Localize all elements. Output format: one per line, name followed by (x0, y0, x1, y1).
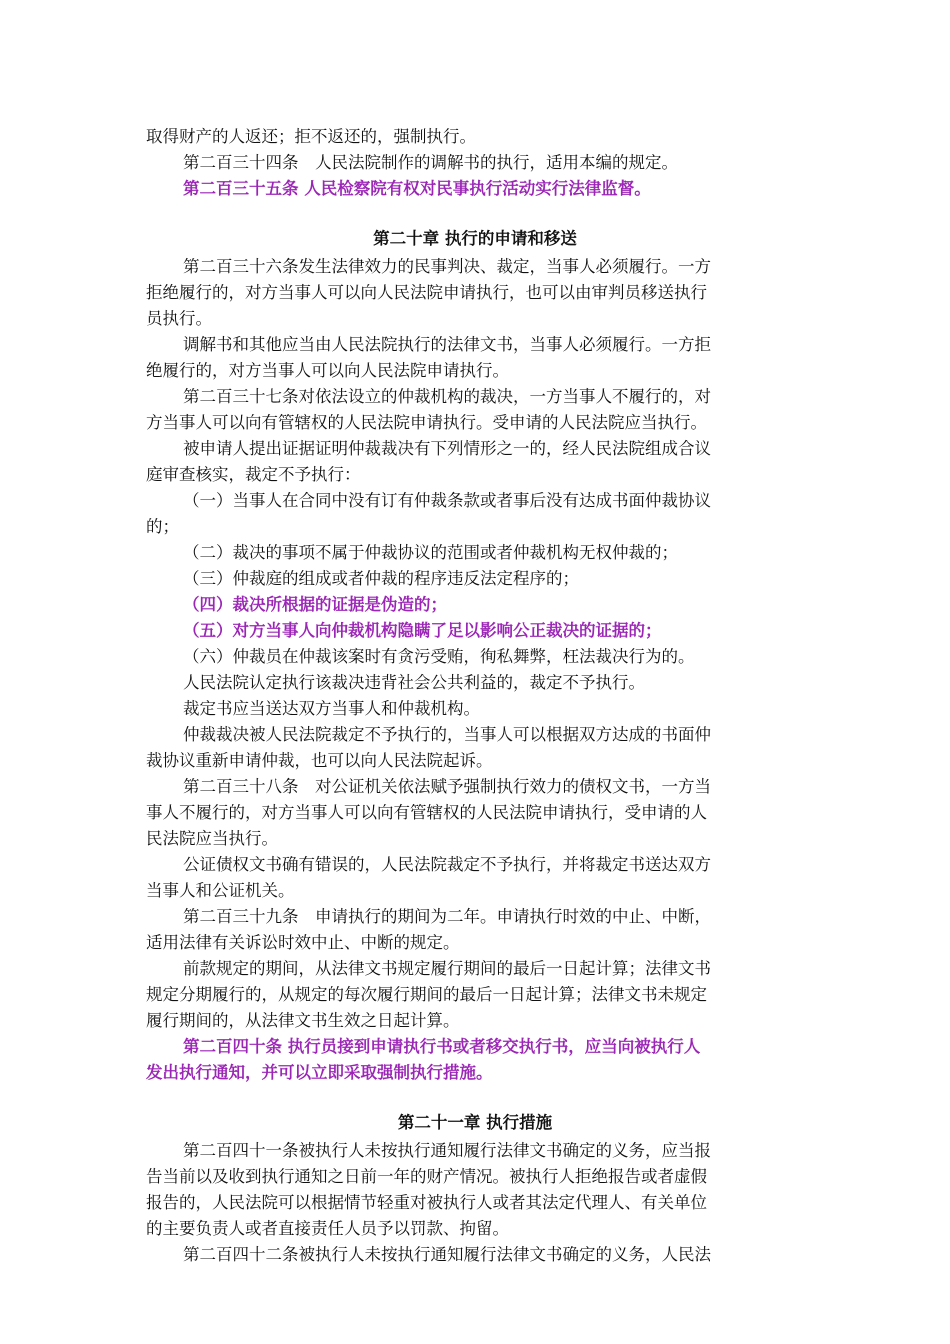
article-241-line-1: 第二百四十一条被执行人未按执行通知履行法律文书确定的义务，应当报 (183, 1141, 711, 1160)
article-240-highlighted-line-2: 发出执行通知，并可以立即采取强制执行措施。 (146, 1063, 493, 1082)
article-236-line-1: 第二百三十六条发生法律效力的民事判决、裁定，当事人必须履行。一方 (183, 257, 711, 276)
article-235-highlighted: 第二百三十五条 人民检察院有权对民事执行活动实行法律监督。 (183, 179, 651, 198)
item-5-highlighted: （五）对方当事人向仲裁机构隐瞒了足以影响公正裁决的证据的； (183, 621, 662, 640)
public-interest-paragraph: 人民法院认定执行该裁决违背社会公共利益的，裁定不予执行。 (183, 673, 645, 692)
article-241-line-3: 报告的，人民法院可以根据情节轻重对被执行人或者其法定代理人、有关单位 (146, 1193, 707, 1212)
article-237-line-1: 第二百三十七条对依法设立的仲裁机构的裁决，一方当事人不履行的，对 (183, 387, 711, 406)
item-1-line-2: 的； (146, 517, 179, 536)
paragraph-continuation: 取得财产的人返还；拒不返还的，强制执行。 (146, 127, 476, 146)
delivery-paragraph: 裁定书应当送达双方当事人和仲裁机构。 (183, 699, 480, 718)
article-239b-line-3: 履行期间的，从法律文书生效之日起计算。 (146, 1011, 460, 1030)
chapter-20-title: 第二十章 执行的申请和移送 (373, 229, 577, 248)
article-236b-line-1: 调解书和其他应当由人民法院执行的法律文书，当事人必须履行。一方拒 (183, 335, 711, 354)
chapter-21-title: 第二十一章 执行措施 (397, 1113, 553, 1132)
rearbitration-line-1: 仲裁裁决被人民法院裁定不予执行的，当事人可以根据双方达成的书面仲 (183, 725, 711, 744)
article-236-line-3: 员执行。 (146, 309, 212, 328)
article-239-line-2: 适用法律有关诉讼时效中止、中断的规定。 (146, 933, 460, 952)
article-237-line-2: 方当事人可以向有管辖权的人民法院申请执行。受申请的人民法院应当执行。 (146, 413, 707, 432)
item-6: （六）仲裁员在仲裁该案时有贪污受贿，徇私舞弊，枉法裁决行为的。 (183, 647, 695, 666)
article-238-line-3: 民法院应当执行。 (146, 829, 278, 848)
article-237b-line-2: 庭审查核实，裁定不予执行： (146, 465, 361, 484)
item-3: （三）仲裁庭的组成或者仲裁的程序违反法定程序的； (183, 569, 579, 588)
article-238-line-2: 事人不履行的，对方当事人可以向有管辖权的人民法院申请执行，受申请的人 (146, 803, 707, 822)
article-236-line-2: 拒绝履行的，对方当事人可以向人民法院申请执行，也可以由审判员移送执行 (146, 283, 707, 302)
article-240-highlighted-line-1: 第二百四十条 执行员接到申请执行书或者移交执行书，应当向被执行人 (183, 1037, 701, 1056)
article-239-line-1: 第二百三十九条 申请执行的期间为二年。申请执行时效的中止、中断， (183, 907, 711, 926)
article-239b-line-2: 规定分期履行的，从规定的每次履行期间的最后一日起计算；法律文书未规定 (146, 985, 707, 1004)
item-2: （二）裁决的事项不属于仲裁协议的范围或者仲裁机构无权仲裁的； (183, 543, 678, 562)
article-234: 第二百三十四条 人民法院制作的调解书的执行，适用本编的规定。 (183, 153, 678, 172)
item-4-highlighted: （四）裁决所根据的证据是伪造的； (183, 595, 447, 614)
article-238b-line-2: 当事人和公证机关。 (146, 881, 295, 900)
article-242-line-1: 第二百四十二条被执行人未按执行通知履行法律文书确定的义务，人民法 (183, 1245, 711, 1264)
rearbitration-line-2: 裁协议重新申请仲裁，也可以向人民法院起诉。 (146, 751, 493, 770)
item-1-line-1: （一）当事人在合同中没有订有仲裁条款或者事后没有达成书面仲裁协议 (183, 491, 711, 510)
article-238-line-1: 第二百三十八条 对公证机关依法赋予强制执行效力的债权文书，一方当 (183, 777, 711, 796)
article-236b-line-2: 绝履行的，对方当事人可以向人民法院申请执行。 (146, 361, 509, 380)
article-237b-line-1: 被申请人提出证据证明仲裁裁决有下列情形之一的，经人民法院组成合议 (183, 439, 711, 458)
article-241-line-2: 告当前以及收到执行通知之日前一年的财产情况。被执行人拒绝报告或者虚假 (146, 1167, 707, 1186)
article-241-line-4: 的主要负责人或者直接责任人员予以罚款、拘留。 (146, 1219, 509, 1238)
article-238b-line-1: 公证债权文书确有错误的，人民法院裁定不予执行，并将裁定书送达双方 (183, 855, 711, 874)
article-239b-line-1: 前款规定的期间，从法律文书规定履行期间的最后一日起计算；法律文书 (183, 959, 711, 978)
